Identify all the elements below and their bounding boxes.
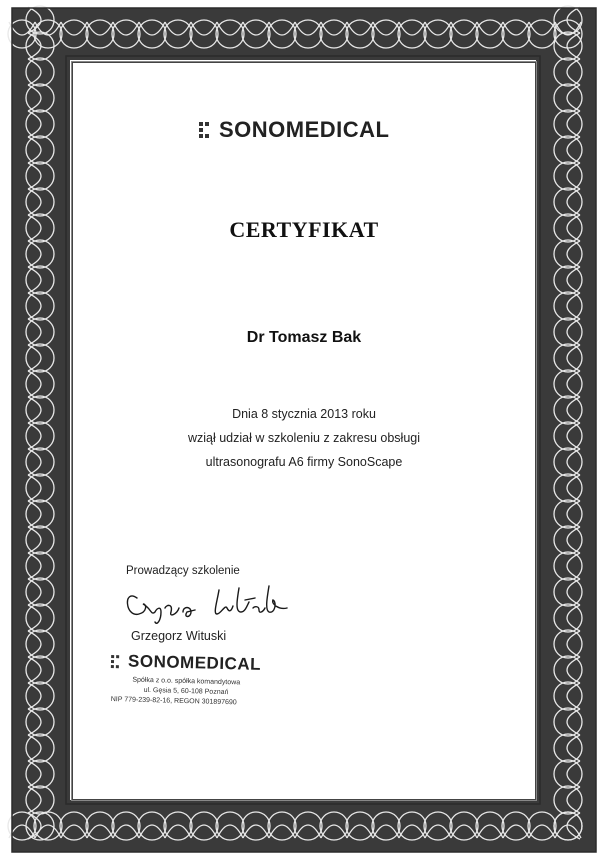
trainer-role-label: Prowadzący szkolenie bbox=[126, 565, 240, 577]
stamp-line-company: Spółka z o.o. spółka komandytowa bbox=[132, 676, 241, 687]
dot-grid-logo-icon bbox=[199, 122, 215, 138]
company-stamp-logo bbox=[111, 651, 261, 675]
recipient-name: Dr Tomasz Bak bbox=[246, 329, 362, 346]
company-stamp-text bbox=[111, 675, 262, 709]
stamp-brand-text: SONOMEDICAL bbox=[127, 651, 262, 674]
certificate-paper bbox=[72, 62, 536, 800]
body-line-date: Dnia 8 stycznia 2013 roku bbox=[232, 407, 376, 421]
sonomedical-logo bbox=[199, 117, 390, 143]
logo-brand-text: SONOMEDICAL bbox=[219, 117, 390, 142]
stamp-line-address: ul. Gęsia 5, 60-108 Poznań bbox=[143, 686, 229, 697]
stamp-line-tax-ids: NIP 779-239-82-16, REGON 301897690 bbox=[110, 696, 237, 707]
body-line-participation: wziął udział w szkoleniu z zakresu obsługi bbox=[187, 431, 421, 445]
certificate-title: CERTYFIKAT bbox=[229, 217, 379, 242]
certificate-body bbox=[73, 402, 535, 474]
dot-grid-logo-icon bbox=[111, 655, 124, 668]
body-line-device: ultrasonografu A6 firmy SonoScape bbox=[205, 455, 403, 469]
handwritten-signature-icon bbox=[121, 568, 291, 628]
trainer-name: Grzegorz Wituski bbox=[131, 629, 227, 643]
